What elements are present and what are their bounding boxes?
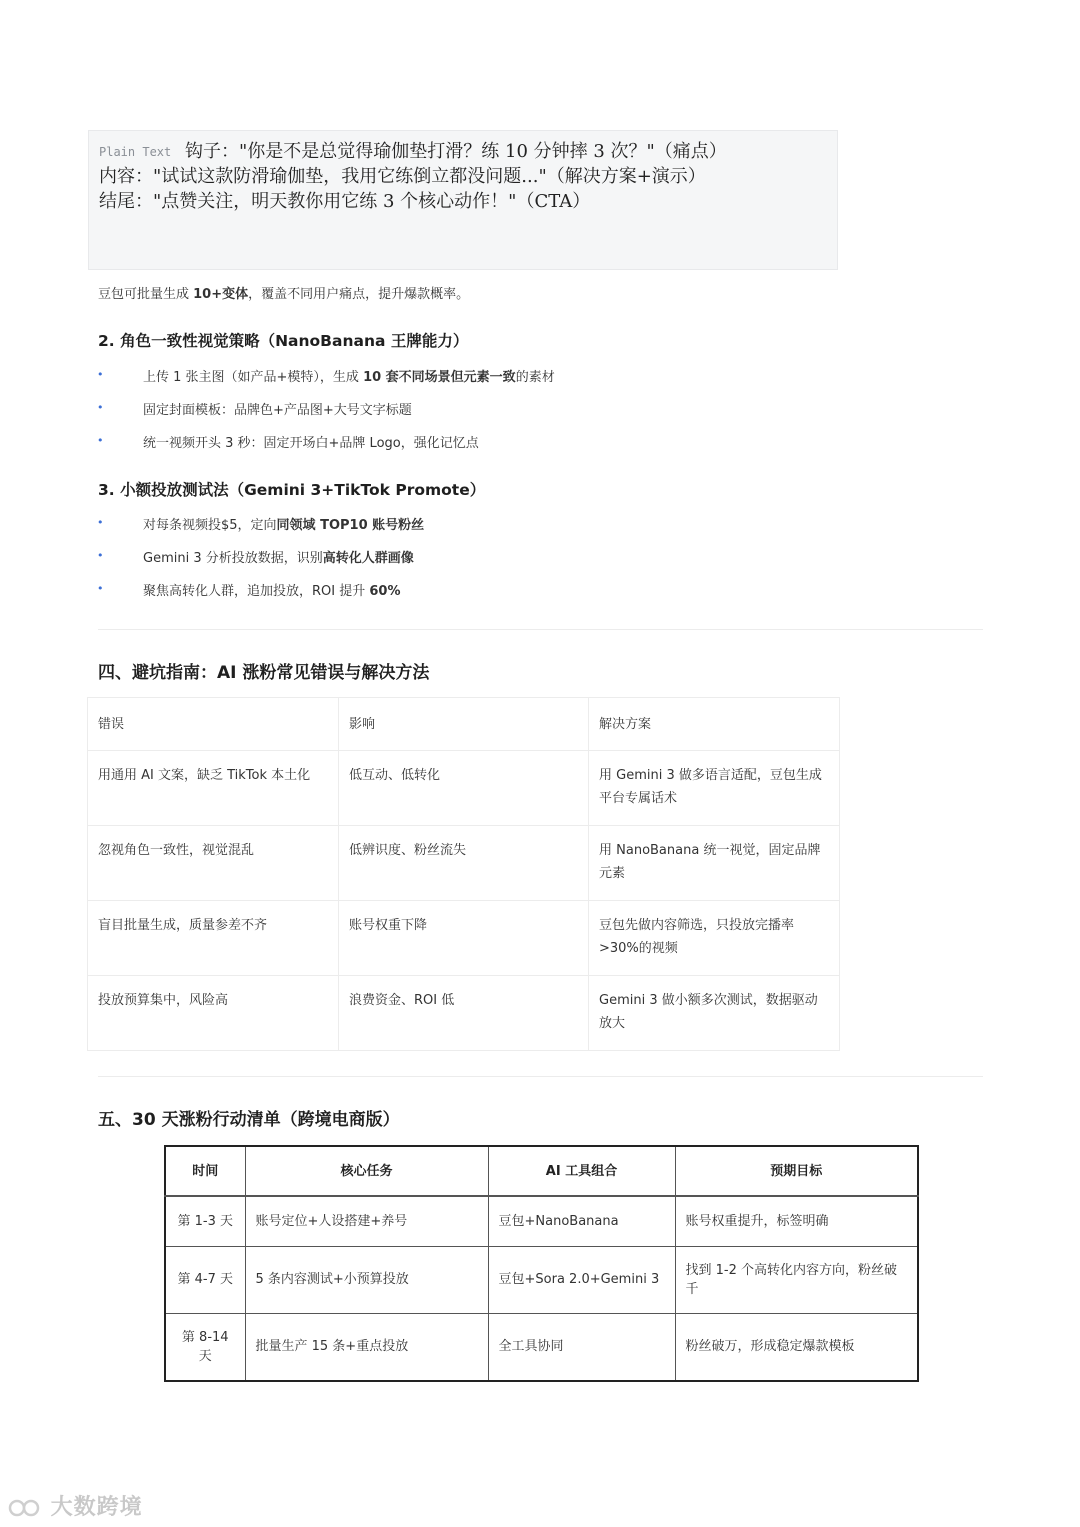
table-cell: 用通用 AI 文案，缺乏 TikTok 本土化	[88, 751, 339, 826]
list-item	[143, 547, 414, 566]
pitfalls-table	[87, 697, 840, 1051]
action-plan-table	[164, 1145, 919, 1382]
table-row	[165, 1313, 918, 1381]
list-item-text: 对每条视频投$5，定向	[143, 518, 277, 533]
table-cell: 忽视角色一致性，视觉混乱	[88, 826, 339, 901]
table-cell: 浪费资金、ROI 低	[339, 976, 589, 1051]
table-cell: 低辨识度、粉丝流失	[339, 826, 589, 901]
table-row	[88, 976, 840, 1051]
table-header-row	[165, 1146, 918, 1196]
list-item-text: 固定封面模板：品牌色+产品图+大号文字标题	[143, 403, 412, 418]
table-cell: 第 4-7 天	[165, 1246, 245, 1313]
code-line: 内容："试试这款防滑瑜伽垫，我用它练倒立都没问题..."（解决方案+演示）	[99, 166, 706, 187]
list-item-text: Gemini 3 分析投放数据，识别	[143, 551, 323, 566]
list-item	[143, 580, 401, 599]
section-5-heading: 五、30 天涨粉行动清单（跨境电商版）	[98, 1110, 400, 1130]
table-cell: 低互动、低转化	[339, 751, 589, 826]
bullet-dot-icon: •	[97, 582, 104, 595]
list-item	[143, 399, 412, 418]
table-row	[165, 1246, 918, 1313]
table-header-row	[88, 698, 840, 751]
divider	[98, 1076, 983, 1077]
table-cell: 5 条内容测试+小预算投放	[245, 1246, 488, 1313]
list-item-text: 统一视频开头 3 秒：固定开场白+品牌 Logo，强化记忆点	[143, 436, 479, 451]
section-2-heading: 2. 角色一致性视觉策略（NanoBanana 王牌能力）	[98, 332, 469, 350]
list-item	[143, 432, 479, 451]
summary-text: 豆包可批量生成	[98, 287, 194, 302]
code-line: 结尾："点赞关注，明天教你用它练 3 个核心动作！"（CTA）	[99, 191, 591, 212]
list-item-bold: 10 套不同场景但元素一致	[363, 370, 516, 385]
table-cell: 账号定位+人设搭建+养号	[245, 1196, 488, 1246]
list-item-bold: 同领域 TOP10 账号粉丝	[276, 518, 425, 533]
list-item-bold: 60%	[369, 584, 401, 599]
table-cell: 找到 1-2 个高转化内容方向，粉丝破千	[675, 1246, 918, 1313]
table-cell: 账号权重下降	[339, 901, 589, 976]
table-cell: 豆包+NanoBanana	[488, 1196, 675, 1246]
table-cell: Gemini 3 做小额多次测试，数据驱动放大	[589, 976, 840, 1051]
code-language-label: Plain Text	[99, 145, 172, 159]
list-item	[143, 366, 555, 385]
table-row	[88, 751, 840, 826]
table-cell: 第 8-14 天	[165, 1313, 245, 1381]
table-cell: 账号权重提升，标签明确	[675, 1196, 918, 1246]
table-cell: 第 1-3 天	[165, 1196, 245, 1246]
table-cell: 批量生产 15 条+重点投放	[245, 1313, 488, 1381]
watermark-logo-icon	[8, 1497, 42, 1519]
divider	[98, 629, 983, 630]
summary-bold: 10+变体	[193, 287, 249, 302]
code-line: 钩子："你是不是总觉得瑜伽垫打滑？练 10 分钟摔 3 次？"（痛点）	[185, 141, 727, 162]
table-row	[88, 901, 840, 976]
list-item-text: 聚焦高转化人群，追加投放，ROI 提升	[143, 584, 370, 599]
table-cell: 投放预算集中，风险高	[88, 976, 339, 1051]
table-cell: 用 Gemini 3 做多语言适配，豆包生成平台专属话术	[589, 751, 840, 826]
table-cell: 用 NanoBanana 统一视觉，固定品牌元素	[589, 826, 840, 901]
section-3-heading: 3. 小额投放测试法（Gemini 3+TikTok Promote）	[98, 481, 486, 499]
bullet-dot-icon: •	[97, 516, 104, 529]
table-cell: 豆包先做内容筛选，只投放完播率>30%的视频	[589, 901, 840, 976]
list-item-text: 的素材	[515, 370, 555, 385]
table-header-cell: 预期目标	[675, 1146, 918, 1196]
table-header-cell: 解决方案	[589, 698, 840, 751]
table-header-cell: 影响	[339, 698, 589, 751]
table-cell: 全工具协同	[488, 1313, 675, 1381]
bullet-dot-icon: •	[97, 401, 104, 414]
bullet-dot-icon: •	[97, 549, 104, 562]
summary-text: ，覆盖不同用户痛点，提升爆款概率。	[248, 287, 470, 302]
table-cell: 豆包+Sora 2.0+Gemini 3	[488, 1246, 675, 1313]
table-cell: 粉丝破万，形成稳定爆款模板	[675, 1313, 918, 1381]
bullet-dot-icon: •	[97, 434, 104, 447]
table-cell: 盲目批量生成，质量参差不齐	[88, 901, 339, 976]
list-item-bold: 高转化人群画像	[322, 551, 414, 566]
section-4-heading: 四、避坑指南：AI 涨粉常见错误与解决方法	[98, 663, 430, 683]
table-header-cell: 错误	[88, 698, 339, 751]
table-row	[88, 826, 840, 901]
watermark	[8, 1490, 143, 1521]
table-header-cell: 时间	[165, 1146, 245, 1196]
watermark-text: 大数跨境	[50, 1495, 143, 1520]
table-header-cell: AI 工具组合	[488, 1146, 675, 1196]
bullet-dot-icon: •	[97, 368, 104, 381]
table-header-cell: 核心任务	[245, 1146, 488, 1196]
code-block	[88, 130, 838, 270]
summary-paragraph	[98, 283, 469, 302]
list-item	[143, 514, 424, 533]
list-item-text: 上传 1 张主图（如产品+模特），生成	[143, 370, 364, 385]
table-row	[165, 1196, 918, 1246]
